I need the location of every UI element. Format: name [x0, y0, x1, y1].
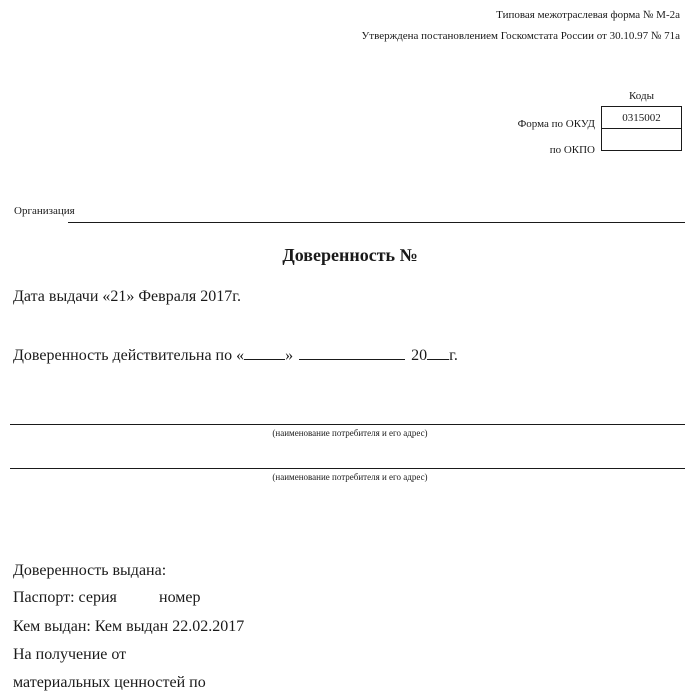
organization-line[interactable]: [68, 222, 685, 223]
okpo-code-cell[interactable]: [602, 129, 682, 151]
issued-by: Кем выдан: Кем выдан 22.02.2017: [13, 618, 245, 635]
okpo-label: по ОКПО: [549, 144, 595, 156]
valid-until-label: Доверенность действительна по «: [13, 347, 245, 364]
valid-year-prefix: 20: [411, 347, 428, 364]
valid-month-field[interactable]: [299, 345, 405, 360]
valid-quote-close: »: [285, 347, 294, 364]
approval-label: Утверждена постановлением Госкомстата России от 30.10.97 № 71а: [361, 30, 680, 42]
codes-table: [601, 85, 682, 151]
consumer-caption-1: (наименование потребителя и его адрес): [272, 428, 428, 438]
issue-date: Дата выдачи «21» Февраля 2017г.: [13, 288, 242, 305]
issued-to-label: Доверенность выдана:: [13, 562, 167, 579]
passport-row: [13, 589, 201, 607]
receive-from-label: На получение от: [13, 646, 127, 663]
codes-header: Коды: [602, 85, 682, 107]
consumer-caption-2: (наименование потребителя и его адрес): [272, 472, 428, 482]
valid-until-row: [13, 345, 458, 365]
form-type-label: Типовая межотраслевая форма № М-2а: [496, 9, 680, 21]
okud-label: Форма по ОКУД: [517, 118, 595, 130]
organization-label: Организация: [14, 205, 75, 217]
valid-year-field[interactable]: [427, 345, 449, 360]
passport-series-label: Паспорт: серия: [13, 589, 117, 606]
consumer-line-2[interactable]: [10, 468, 685, 469]
document-title: Доверенность №: [282, 245, 418, 265]
consumer-line-1[interactable]: [10, 424, 685, 425]
passport-number-label: номер: [159, 589, 201, 606]
valid-year-suffix: г.: [449, 347, 458, 364]
okud-code-cell[interactable]: 0315002: [602, 107, 682, 129]
valid-day-field[interactable]: [244, 345, 285, 360]
materials-label: материальных ценностей по: [13, 674, 206, 691]
